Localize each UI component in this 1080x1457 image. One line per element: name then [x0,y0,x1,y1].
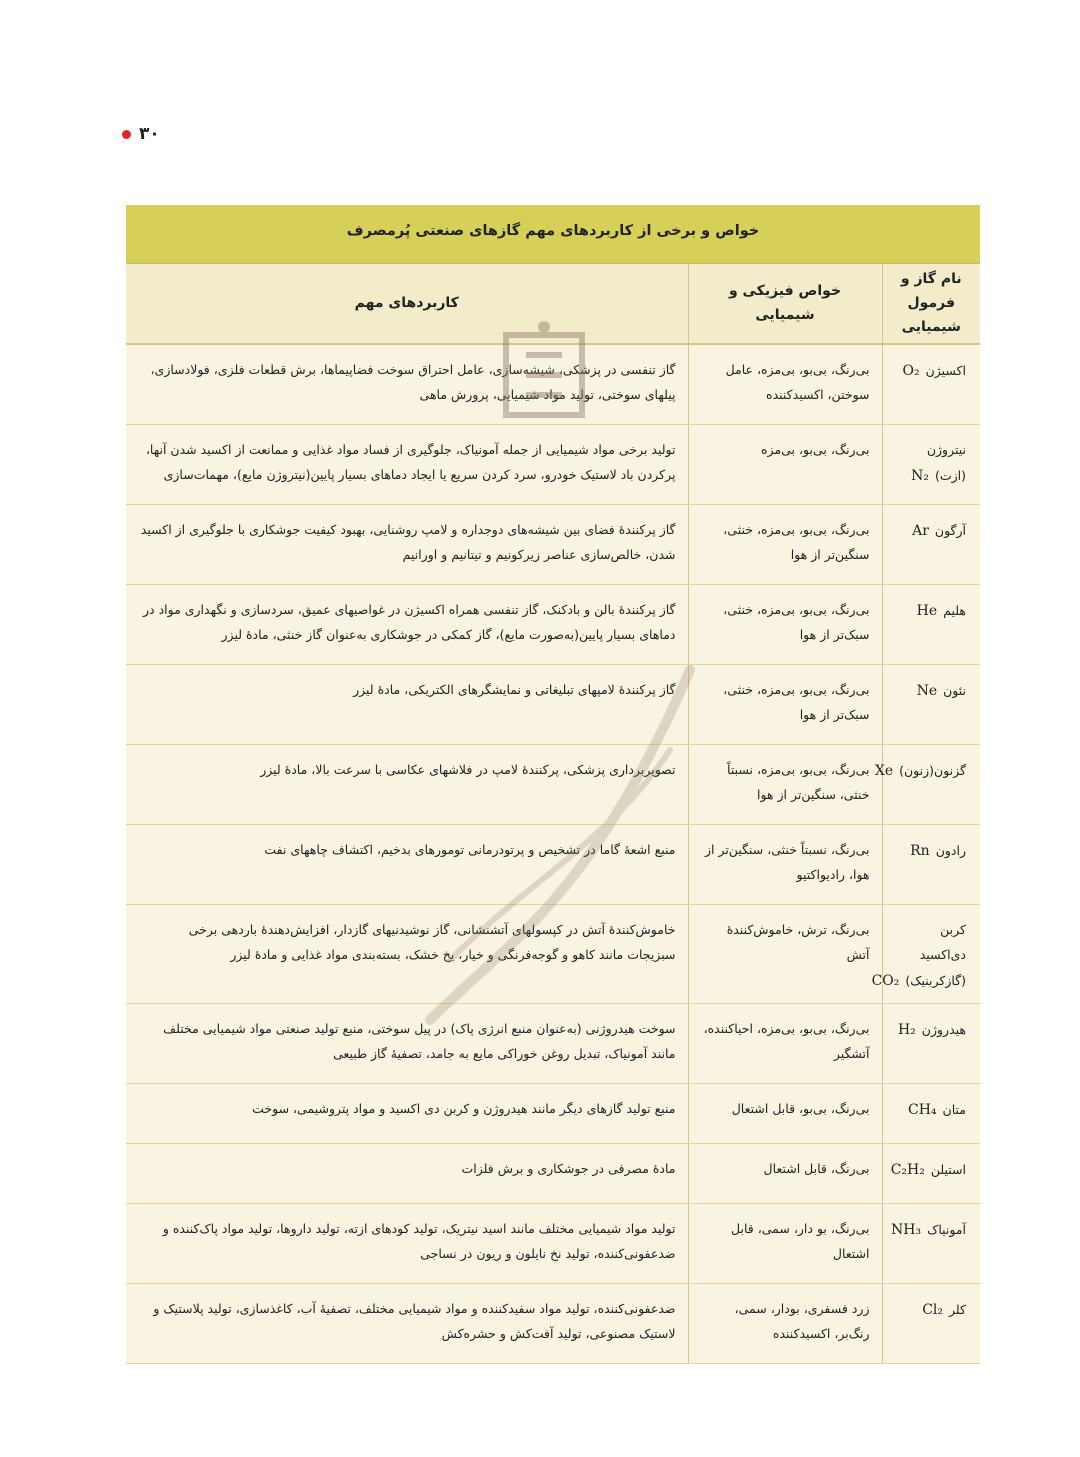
gas-name: کربن دی‌اکسید (گازکربنیک) [905,921,966,988]
gas-formula: Ar [912,522,929,539]
gas-formula: CH₄ [907,1101,937,1118]
gas-properties: بی‌رنگ، بی‌بو، بی‌مزه [688,424,882,504]
gas-name-cell [882,504,980,584]
gas-name: هیدروژن [921,1021,966,1037]
gas-formula: C₂H₂ [890,1161,925,1178]
gas-name: گزنون(زنون) [899,762,966,778]
gas-properties: بی‌رنگ، قابل اشتعال [688,1143,882,1203]
gas-formula: Ne [916,682,938,699]
header-props: خواص فیزیکی و شیمیایی [688,264,882,345]
page-number-text: ۳۰ [139,124,160,144]
gas-name-cell [882,824,980,904]
gas-properties: بی‌رنگ، بی‌بو، بی‌مزه، خنثی، سبک‌تر از هوا [688,584,882,664]
gas-properties: بی‌رنگ، ترش، خاموش‌کنندهٔ آتش [688,904,882,1003]
table-row [126,1143,980,1203]
gas-name-cell [882,584,980,664]
gas-uses: گاز پرکنندهٔ لامپهای تبلیغاتی و نمایشگرهای الکتریکی، مادهٔ لیزر [126,664,688,744]
gas-name-cell [874,744,980,824]
gas-name: هلیم [943,602,966,618]
gas-properties: بی‌رنگ، بی‌بو، بی‌مزه، خنثی، سبک‌تر از هوا [688,664,882,744]
header-uses: کاربردهای مهم [126,264,688,345]
table-row [126,904,980,1003]
gas-name-cell [882,1003,980,1083]
gas-uses: گاز تنفسی در پزشکی، شیشه‌سازی، عامل احتراق سوخت فضاپیماها، برش قطعات فلزی، فولادسازی، پیلهای سوختی، تولید مواد شیمیایی، پرورش ماهی [126,344,688,424]
gas-name: رادون [935,842,966,858]
gas-formula: NH₃ [891,1221,922,1238]
gases-table-container [126,205,980,1364]
gas-formula: N₂ [911,467,929,484]
gas-uses: گاز پرکنندهٔ بالن و بادکنک، گاز تنفسی همراه اکسیژن در غواصیهای عمیق، سردسازی و نگهداری مواد در دماهای بسیار پایین(به‌صورت مایع)، گاز کمکی در جوشکاری به‌عنوان گاز خنثی، مادهٔ لیزر [126,584,688,664]
gas-name-cell [882,1143,980,1203]
gas-name-cell [882,664,980,744]
gas-name-cell [882,344,980,424]
gas-formula: H₂ [897,1021,916,1038]
gas-name: متان [942,1101,966,1117]
gas-formula: Cl₂ [922,1301,943,1318]
table-row [126,1083,980,1143]
table-row [126,504,980,584]
gas-formula: CO₂ [871,972,900,989]
gas-formula: O₂ [902,363,920,380]
gas-uses: تولید مواد شیمیایی مختلف مانند اسید نیتریک، تولید کودهای ازته، تولید داروها، تولید مواد پاک‌کننده و ضدعفونی‌کننده، تولید نخ نایلون و ریون در نساجی [126,1203,688,1283]
table-header-row [126,264,980,345]
gas-name-cell [882,1283,980,1363]
header-name: نام گاز و فرمول شیمیایی [882,264,980,345]
table-row [126,1003,980,1083]
gas-properties: بی‌رنگ، بو دار، سمی، قابل اشتعال [688,1203,882,1283]
gas-uses: منبع اشعهٔ گاما در تشخیص و پرتودرمانی تومورهای بدخیم، اکتشاف چاههای نفت [126,824,688,904]
gas-name-cell [882,1203,980,1283]
gas-properties: زرد فسفری، بودار، سمی، رنگ‌بر، اکسیدکننده [688,1283,882,1363]
page-number [122,124,160,144]
gas-properties: بی‌رنگ، بی‌بو، بی‌مزه، خنثی، سنگین‌تر از هوا [688,504,882,584]
gas-name-cell [882,424,980,504]
table-row [126,584,980,664]
table-row [126,664,980,744]
table-caption: خواص و برخی از کاربردهای مهم گازهای صنعتی پُرمصرف [126,205,980,264]
table-row [126,424,980,504]
gas-formula: Xe [874,762,894,779]
gas-uses: تصویربرداری پزشکی، پرکنندهٔ لامپ در فلاشهای عکاسی با سرعت بالا، مادهٔ لیزر [126,744,688,824]
gas-name: اکسیژن [925,363,966,379]
gas-name: آمونیاک [927,1221,966,1237]
table-row [126,824,980,904]
gas-properties: بی‌رنگ، نسبتاً خنثی، سنگین‌تر از هوا، رادیواکتیو [688,824,882,904]
gas-formula: He [916,602,938,619]
gas-name: نیتروژن (ازت) [926,441,966,483]
gas-properties: بی‌رنگ، بی‌بو، بی‌مزه، عامل سوختن، اکسیدکننده [688,344,882,424]
gas-uses: گاز پرکنندهٔ فضای بین شیشه‌های دوجداره و لامپ روشنایی، بهبود کیفیت جوشکاری با جلوگیری از اکسید شدن، خالص‌سازی عناصر زیرکونیم و تیتانیم و اورانیم [126,504,688,584]
gas-properties: بی‌رنگ، بی‌بو، بی‌مزه، نسبتاً خنثی، سنگین‌تر از هوا [688,744,882,824]
gas-name-cell [871,904,980,1003]
page-number-dot [122,130,131,139]
table-row [126,344,980,424]
gases-table [126,205,980,1364]
gas-name: کلر [949,1301,966,1317]
gas-properties: بی‌رنگ، بی‌بو، بی‌مزه، احیاکننده، آتشگیر [688,1003,882,1083]
gas-uses: مادهٔ مصرفی در جوشکاری و برش فلزات [126,1143,688,1203]
gas-name-cell [882,1083,980,1143]
gas-uses: منبع تولید گازهای دیگر مانند هیدروژن و کربن دی اکسید و مواد پتروشیمی، سوخت [126,1083,688,1143]
gas-name: آرگون [934,522,966,538]
gas-uses: سوخت هیدروژنی (به‌عنوان منبع انرژی پاک) در پیل سوختی، منبع تولید صنعتی مواد شیمیایی مختلف مانند آمونیاک، تبدیل روغن خوراکی مایع به جامد، تصفیهٔ گاز طبیعی [126,1003,688,1083]
table-row [126,1203,980,1283]
gas-formula: Rn [910,842,930,859]
gas-properties: بی‌رنگ، بی‌بو، قابل اشتعال [688,1083,882,1143]
gas-name: استیلن [930,1161,966,1177]
gas-name: نئون [943,682,966,698]
gas-uses: ضدعفونی‌کننده، تولید مواد سفیدکننده و مواد شیمیایی مختلف، تصفیهٔ آب، کاغذسازی، تولید پلاستیک و لاستیک مصنوعی، تولید آفت‌کش و حشره‌کش [126,1283,688,1363]
table-row [126,744,980,824]
gas-uses: تولید برخی مواد شیمیایی از جمله آمونیاک، جلوگیری از فساد مواد غذایی و ممانعت از اکسید شدن آنها، پرکردن باد لاستیک خودرو، سرد کردن سریع یا ایجاد دماهای بسیار پایین(نیتروژن مایع)، مهمات‌سازی [126,424,688,504]
table-row [126,1283,980,1363]
gas-uses: خاموش‌کنندهٔ آتش در کپسولهای آتشنشانی، گاز نوشیدنیهای گازدار، افزایش‌دهندهٔ باردهی برخی سبزیجات مانند کاهو و گوجه‌فرنگی و خیار، یخ خشک، بسته‌بندی مواد غذایی و مادهٔ لیزر [126,904,688,1003]
